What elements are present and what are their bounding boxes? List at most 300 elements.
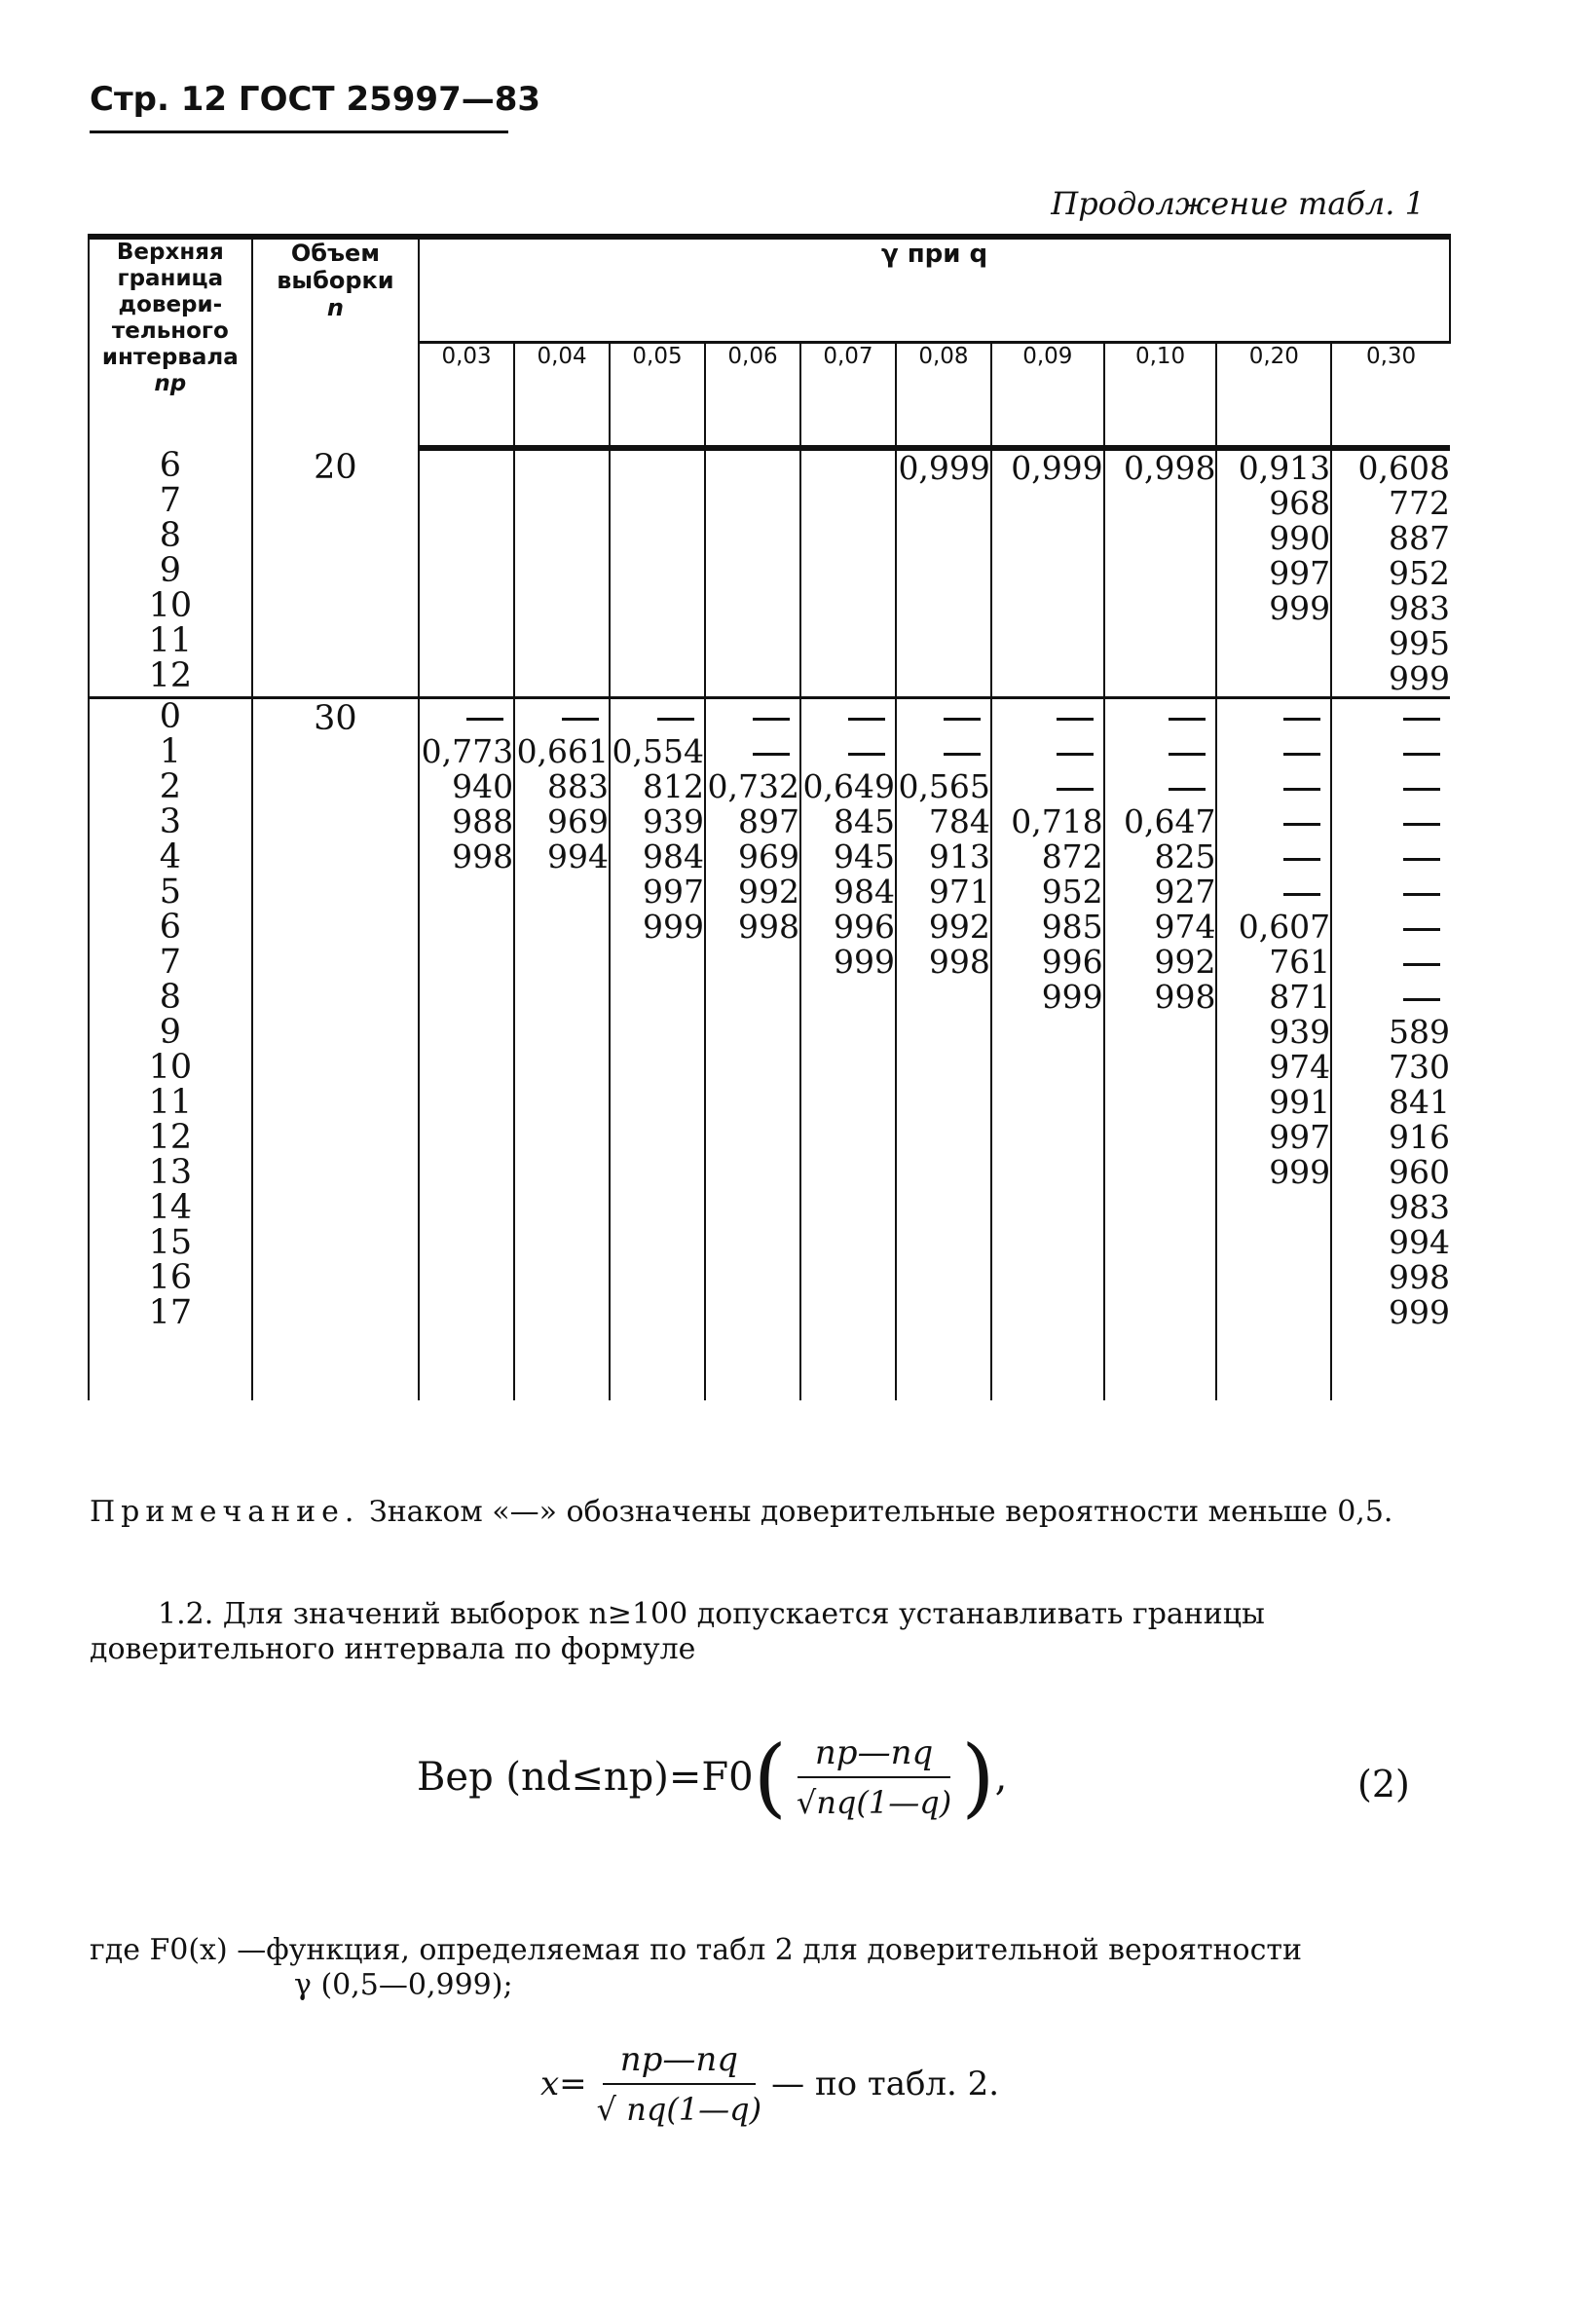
gamma-value: 0,647: [1123, 802, 1216, 840]
header-q: 0,10: [1104, 343, 1217, 449]
formula-x: [540, 2040, 999, 2128]
gamma-value: [420, 945, 513, 980]
gamma-value: 990: [1269, 519, 1331, 557]
gamma-value: 0,773: [421, 732, 514, 770]
gamma-column: [514, 698, 610, 1401]
dash-mark: [1283, 753, 1320, 756]
gamma-value: [420, 1260, 513, 1295]
fraction-denominator: √nq(1—q): [796, 1784, 952, 1821]
confidence-table: [88, 234, 1451, 1400]
gamma-value: [420, 1295, 513, 1330]
gamma-value: [801, 521, 895, 556]
gamma-value: [897, 1085, 990, 1120]
gamma-value: [611, 1120, 704, 1155]
gamma-value: [611, 661, 704, 696]
gamma-column: [896, 448, 991, 698]
np-value: 10: [148, 586, 193, 625]
gamma-value: [992, 699, 1103, 734]
gamma-value: [897, 661, 990, 696]
gamma-value: [1105, 1190, 1216, 1225]
gamma-value: 872: [1041, 837, 1103, 875]
gamma-value: [420, 1155, 513, 1190]
gamma-value: [515, 486, 609, 521]
gamma-value: [706, 486, 799, 521]
formula-fraction: [797, 1733, 951, 1821]
gamma-value: [611, 980, 704, 1015]
dash-mark: [848, 753, 885, 756]
gamma-value: [611, 1225, 704, 1260]
gamma-value: [897, 486, 990, 521]
dash-mark: [1283, 718, 1320, 721]
gamma-value: 971: [928, 873, 990, 911]
dash-mark: [1403, 823, 1440, 826]
dash-mark: [657, 718, 694, 721]
gamma-value: 998: [1154, 978, 1216, 1016]
gamma-column: [1104, 698, 1217, 1401]
gamma-value: [801, 699, 895, 734]
gamma-value: [515, 1260, 609, 1295]
gamma-value: [1105, 1085, 1216, 1120]
gamma-value: [992, 521, 1103, 556]
np-value: 6: [159, 446, 181, 485]
gamma-value: [992, 556, 1103, 591]
header-q: 0,04: [514, 343, 610, 449]
gamma-value: 825: [1154, 837, 1216, 875]
gamma-value: 992: [928, 908, 990, 946]
table-note: [90, 1495, 1453, 1530]
gamma-value: [706, 1260, 799, 1295]
gamma-value: [992, 591, 1103, 626]
dash-mark: [1169, 788, 1206, 791]
gamma-value: [1332, 769, 1450, 804]
gamma-value: [801, 451, 895, 486]
gamma-value: 589: [1389, 1013, 1450, 1051]
note-text: Знаком «—» обозначены доверительные вероятности меньше 0,5.: [369, 1495, 1393, 1529]
dash-mark: [848, 718, 885, 721]
gamma-value: [801, 1260, 895, 1295]
gamma-column: [800, 698, 896, 1401]
sample-size: 20: [252, 448, 419, 698]
fraction-numerator: np—nq: [603, 2040, 756, 2085]
gamma-value: [420, 874, 513, 910]
gamma-value: [897, 1050, 990, 1085]
gamma-value: [992, 661, 1103, 696]
gamma-value: 994: [1389, 1223, 1450, 1261]
gamma-value: 761: [1269, 943, 1331, 981]
gamma-value: [515, 1155, 609, 1190]
header-gamma: γ при q: [419, 237, 1450, 343]
gamma-value: [992, 1190, 1103, 1225]
gamma-value: 0,565: [898, 767, 990, 805]
gamma-value: 997: [1269, 1118, 1331, 1156]
header-q: 0,07: [800, 343, 896, 449]
gamma-value: [992, 1155, 1103, 1190]
gamma-value: [515, 945, 609, 980]
gamma-value: [801, 1015, 895, 1050]
gamma-value: [420, 661, 513, 696]
gamma-value: [1332, 839, 1450, 874]
np-value: 11: [148, 1083, 193, 1122]
gamma-value: [1217, 1260, 1330, 1295]
gamma-value: [706, 521, 799, 556]
gamma-value: [1217, 699, 1330, 734]
gamma-value: 968: [1269, 484, 1331, 522]
gamma-value: [706, 1155, 799, 1190]
where-line-1: где F0(x) —функция, определяемая по табл 2 для доверительной вероятности: [90, 1933, 1302, 1967]
dash-mark: [944, 753, 981, 756]
np-value: 17: [148, 1293, 193, 1332]
gamma-value: 0,607: [1238, 908, 1331, 946]
gamma-value: [1217, 626, 1330, 661]
gamma-value: 897: [737, 802, 799, 840]
gamma-value: [1332, 804, 1450, 839]
gamma-value: [1217, 661, 1330, 696]
gamma-value: [1332, 910, 1450, 945]
gamma-value: [706, 591, 799, 626]
header-q: 0,20: [1216, 343, 1331, 449]
dash-mark: [1403, 928, 1440, 931]
gamma-value: [420, 699, 513, 734]
paragraph-1-2: 1.2. Для значений выборок n≥100 допускается устанавливать границы доверительного интервала по формуле: [90, 1597, 1265, 1666]
gamma-value: 772: [1389, 484, 1450, 522]
gamma-value: [611, 1050, 704, 1085]
dash-mark: [1057, 788, 1094, 791]
gamma-value: [897, 1015, 990, 1050]
gamma-column: [1331, 448, 1450, 698]
gamma-value: 0,649: [802, 767, 895, 805]
np-list: [89, 448, 252, 698]
equation-number: (2): [1357, 1763, 1410, 1805]
gamma-value: [801, 980, 895, 1015]
np-value: 11: [148, 621, 193, 660]
gamma-value: [897, 591, 990, 626]
table-group-n20: [89, 448, 1450, 698]
gamma-value: [420, 1050, 513, 1085]
gamma-value: [1332, 699, 1450, 734]
gamma-value: [515, 1120, 609, 1155]
np-value: 2: [159, 767, 181, 806]
gamma-value: 999: [643, 908, 705, 946]
gamma-value: [706, 626, 799, 661]
gamma-value: [1105, 661, 1216, 696]
gamma-value: 983: [1389, 589, 1450, 627]
gamma-value: [897, 1190, 990, 1225]
gamma-value: [1217, 839, 1330, 874]
where-clause: [90, 1933, 1453, 2003]
gamma-value: [611, 1260, 704, 1295]
gamma-value: [515, 699, 609, 734]
gamma-value: 0,913: [1238, 449, 1331, 487]
dash-mark: [1057, 718, 1094, 721]
gamma-value: [1105, 1295, 1216, 1330]
header-q: 0,08: [896, 343, 991, 449]
gamma-value: [801, 556, 895, 591]
gamma-value: [420, 1190, 513, 1225]
table-group-n30: [89, 698, 1450, 1401]
dash-mark: [1403, 858, 1440, 861]
where-line-2: γ (0,5—0,999);: [294, 1968, 513, 2002]
np-value: 5: [159, 873, 181, 912]
fraction-denominator: √ nq(1—q): [596, 2091, 762, 2128]
dash-mark: [944, 718, 981, 721]
header-q: 0,30: [1331, 343, 1450, 449]
dash-mark: [1403, 718, 1440, 721]
np-value: 15: [148, 1223, 193, 1262]
gamma-value: [706, 1120, 799, 1155]
formula-x-lhs: x=: [540, 2065, 587, 2103]
formula-tail: ,: [994, 1755, 1008, 1800]
dash-mark: [1403, 753, 1440, 756]
gamma-value: [706, 734, 799, 769]
gamma-value: 0,661: [516, 732, 610, 770]
gamma-column: [1104, 448, 1217, 698]
gamma-value: [897, 556, 990, 591]
gamma-column: [705, 698, 800, 1401]
gamma-value: 969: [737, 837, 799, 875]
gamma-value: [420, 1120, 513, 1155]
dash-mark: [1403, 893, 1440, 896]
gamma-value: [420, 521, 513, 556]
gamma-value: [611, 699, 704, 734]
gamma-value: [515, 980, 609, 1015]
dash-mark: [1403, 788, 1440, 791]
dash-mark: [1283, 858, 1320, 861]
gamma-value: [515, 521, 609, 556]
dash-mark: [562, 718, 599, 721]
gamma-value: 995: [1389, 624, 1450, 662]
gamma-value: [611, 556, 704, 591]
gamma-value: 974: [1269, 1048, 1331, 1086]
gamma-value: [1217, 874, 1330, 910]
gamma-value: [801, 591, 895, 626]
np-value: 4: [159, 837, 181, 876]
gamma-value: [1105, 1155, 1216, 1190]
gamma-value: [706, 1015, 799, 1050]
gamma-value: [515, 1085, 609, 1120]
np-list: [89, 698, 252, 1401]
gamma-value: [1105, 1225, 1216, 1260]
note-lead: Примечание.: [90, 1495, 360, 1529]
gamma-column: [705, 448, 800, 698]
gamma-value: [420, 910, 513, 945]
np-value: 8: [159, 516, 181, 555]
gamma-value: [420, 1015, 513, 1050]
gamma-value: 927: [1154, 873, 1216, 911]
dash-mark: [1169, 718, 1206, 721]
gamma-value: [1332, 945, 1450, 980]
gamma-value: 784: [928, 802, 990, 840]
gamma-value: [420, 591, 513, 626]
gamma-value: [1217, 734, 1330, 769]
gamma-value: [611, 1155, 704, 1190]
gamma-value: [611, 945, 704, 980]
gamma-value: [1105, 769, 1216, 804]
gamma-value: [420, 486, 513, 521]
gamma-value: [1105, 486, 1216, 521]
gamma-value: [801, 1225, 895, 1260]
gamma-value: [1105, 626, 1216, 661]
gamma-column: [610, 448, 705, 698]
gamma-column: [991, 698, 1104, 1401]
gamma-value: [706, 451, 799, 486]
header-rule: [90, 130, 508, 133]
gamma-value: 960: [1389, 1153, 1450, 1191]
gamma-value: [1105, 1260, 1216, 1295]
gamma-value: [706, 556, 799, 591]
gamma-value: [1105, 591, 1216, 626]
gamma-value: 992: [737, 873, 799, 911]
gamma-value: 0,718: [1011, 802, 1103, 840]
gamma-value: 997: [643, 873, 705, 911]
gamma-value: 999: [1269, 1153, 1331, 1191]
np-value: 12: [148, 1118, 193, 1157]
gamma-value: [801, 1120, 895, 1155]
paren-open: (: [753, 1727, 787, 1827]
gamma-value: [801, 661, 895, 696]
gamma-value: [611, 591, 704, 626]
gamma-value: [897, 699, 990, 734]
np-value: 16: [148, 1258, 193, 1297]
gamma-column: [896, 698, 991, 1401]
gamma-value: [897, 1155, 990, 1190]
gamma-column: [419, 698, 514, 1401]
gamma-value: [706, 1295, 799, 1330]
np-value: 14: [148, 1188, 193, 1227]
gamma-value: [801, 1155, 895, 1190]
gamma-value: [611, 1015, 704, 1050]
gamma-value: [801, 1085, 895, 1120]
gamma-value: 974: [1154, 908, 1216, 946]
fraction-numerator: np—nq: [798, 1733, 950, 1778]
dash-mark: [753, 753, 790, 756]
gamma-value: 994: [547, 837, 610, 875]
gamma-value: 988: [452, 802, 514, 840]
gamma-value: [1105, 1120, 1216, 1155]
gamma-value: [801, 734, 895, 769]
np-value: 6: [159, 908, 181, 947]
gamma-value: [1105, 556, 1216, 591]
formula-2: [417, 1727, 1008, 1827]
gamma-value: 952: [1389, 554, 1450, 592]
gamma-value: 996: [833, 908, 895, 946]
dash-mark: [1283, 893, 1320, 896]
gamma-value: [1217, 804, 1330, 839]
gamma-value: [1105, 1015, 1216, 1050]
gamma-value: 983: [1389, 1188, 1450, 1226]
gamma-value: [515, 874, 609, 910]
gamma-value: [801, 626, 895, 661]
gamma-value: [897, 980, 990, 1015]
gamma-value: 998: [737, 908, 799, 946]
gamma-value: [1217, 1225, 1330, 1260]
gamma-column: [610, 698, 705, 1401]
gamma-value: 883: [547, 767, 610, 805]
gamma-value: [992, 769, 1103, 804]
gamma-value: [706, 699, 799, 734]
gamma-value: [801, 486, 895, 521]
page-header: Стр. 12 ГОСТ 25997—83: [90, 80, 541, 119]
gamma-value: 916: [1389, 1118, 1450, 1156]
gamma-value: 0,554: [612, 732, 705, 770]
gamma-value: 0,608: [1357, 449, 1450, 487]
gamma-value: [897, 1120, 990, 1155]
gamma-column: [419, 448, 514, 698]
gamma-value: [515, 1190, 609, 1225]
gamma-value: 997: [1269, 554, 1331, 592]
gamma-value: 952: [1041, 873, 1103, 911]
gamma-value: [420, 980, 513, 1015]
np-value: 3: [159, 802, 181, 841]
gamma-value: [897, 626, 990, 661]
dash-mark: [1403, 963, 1440, 966]
gamma-value: [706, 980, 799, 1015]
gamma-value: 999: [1389, 1293, 1450, 1331]
gamma-value: 985: [1041, 908, 1103, 946]
np-value: 9: [159, 551, 181, 590]
gamma-value: 730: [1389, 1048, 1450, 1086]
gamma-value: [706, 1085, 799, 1120]
header-np: Верхняя граница довери- тельного интервала np: [89, 237, 252, 448]
gamma-value: [706, 945, 799, 980]
gamma-value: [897, 521, 990, 556]
gamma-value: [992, 1050, 1103, 1085]
gamma-value: [706, 1225, 799, 1260]
gamma-value: 992: [1154, 943, 1216, 981]
gamma-value: [611, 486, 704, 521]
gamma-value: 984: [833, 873, 895, 911]
sample-size: 30: [252, 698, 419, 1401]
gamma-value: [420, 451, 513, 486]
gamma-value: [420, 556, 513, 591]
gamma-value: [420, 1085, 513, 1120]
gamma-value: 913: [928, 837, 990, 875]
gamma-value: 984: [643, 837, 705, 875]
gamma-value: [897, 1295, 990, 1330]
table-continuation-label: Продолжение табл. 1: [1051, 185, 1425, 222]
gamma-value: 0,998: [1123, 449, 1216, 487]
gamma-column: [800, 448, 896, 698]
gamma-value: 812: [643, 767, 705, 805]
gamma-column: [1216, 698, 1331, 1401]
gamma-value: 940: [452, 767, 514, 805]
gamma-value: 887: [1389, 519, 1450, 557]
gamma-value: [1217, 1295, 1330, 1330]
gamma-value: 939: [643, 802, 705, 840]
gamma-value: 998: [452, 837, 514, 875]
header-q: 0,09: [991, 343, 1104, 449]
formula-lhs: Вер (nd≤np)=F0: [417, 1755, 754, 1800]
gamma-value: [1105, 734, 1216, 769]
gamma-value: [801, 1190, 895, 1225]
gamma-value: 969: [547, 802, 610, 840]
gamma-value: 0,732: [707, 767, 799, 805]
gamma-value: [1332, 734, 1450, 769]
dash-mark: [1283, 788, 1320, 791]
gamma-value: [515, 1015, 609, 1050]
header-n: Объем выборки n: [252, 237, 419, 448]
gamma-value: [992, 1120, 1103, 1155]
np-value: 10: [148, 1048, 193, 1087]
np-value: 12: [148, 656, 193, 695]
header-q: 0,05: [610, 343, 705, 449]
gamma-value: [706, 1190, 799, 1225]
gamma-value: [1105, 521, 1216, 556]
gamma-value: 996: [1041, 943, 1103, 981]
gamma-value: [1105, 1050, 1216, 1085]
gamma-value: [515, 556, 609, 591]
np-value: 7: [159, 943, 181, 982]
gamma-value: [611, 1085, 704, 1120]
